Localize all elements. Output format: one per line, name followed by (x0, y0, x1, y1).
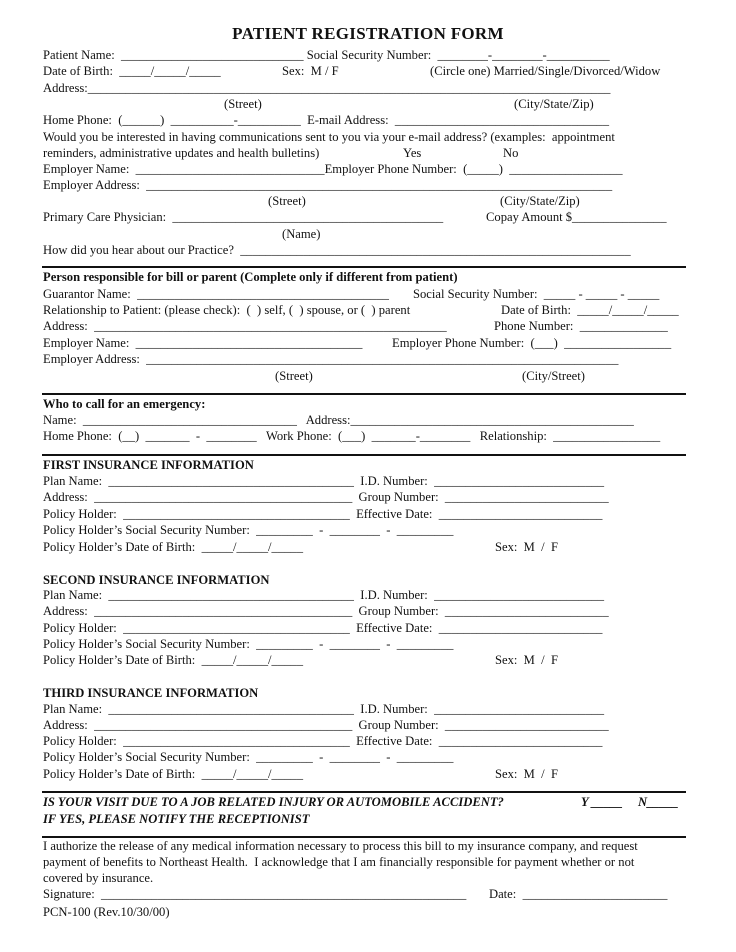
signature-line[interactable]: Signature: __________________________________________________________ (43, 887, 467, 901)
second-address-line[interactable]: Address: _________________________________________ Group Number: __________________________ (43, 604, 609, 618)
patient-phone-email-line[interactable]: Home Phone: (______) __________-__________ E-mail Address: __________________________________ (43, 113, 609, 127)
guarantor-employer-address-line[interactable]: Employer Address: ___________________________________________________________________________ (43, 352, 619, 366)
accident-note: IF YES, PLEASE NOTIFY THE RECEPTIONIST (43, 812, 310, 826)
form-id-footer: PCN-100 (Rev.10/30/00) (43, 905, 170, 919)
guarantor-name-line[interactable]: Guarantor Name: ________________________________________ (43, 287, 389, 301)
second-policy-holder-line[interactable]: Policy Holder: ____________________________________ Effective Date: __________________________ (43, 621, 603, 635)
first-holder-sex-line[interactable]: Sex: M / F (495, 540, 558, 554)
third-address-line[interactable]: Address: _________________________________________ Group Number: __________________________ (43, 718, 609, 732)
patient-name-ssn-line[interactable]: Patient Name: _____________________________ Social Security Number: ________-________-__________ (43, 48, 610, 62)
emergency-phones-line[interactable]: Home Phone: (__) _______ - ________ Work Phone: (___) _______-________ Relationship: _________________ (43, 429, 661, 443)
guarantor-address-line[interactable]: Address: ________________________________________________________ (43, 319, 447, 333)
patient-marital-status-line[interactable]: (Circle one) Married/Single/Divorced/Widow (430, 64, 661, 78)
patient-sex-line[interactable]: Sex: M / F (282, 64, 339, 78)
physician-name-caption: (Name) (282, 227, 321, 241)
authorization-text-1: I authorize the release of any medical information necessary to process this bill to my insurance company, and request (43, 839, 638, 853)
referral-source-line[interactable]: How did you hear about our Practice? ______________________________________________________________ (43, 243, 631, 257)
email-consent-no[interactable]: No (503, 146, 519, 160)
guarantor-ssn-line[interactable]: Social Security Number: _____ - _____ - _____ (413, 287, 660, 301)
third-holder-dob-line[interactable]: Policy Holder’s Date of Birth: _____/_____/_____ (43, 767, 304, 781)
guarantor-relationship-line[interactable]: Relationship to Patient: (please check): ( ) self, ( ) spouse, or ( ) parent (43, 303, 411, 317)
guarantor-employer-line[interactable]: Employer Name: ____________________________________ (43, 336, 363, 350)
section-divider (42, 393, 686, 395)
third-plan-name-line[interactable]: Plan Name: _______________________________________ I.D. Number: ___________________________ (43, 702, 605, 716)
primary-care-physician-line[interactable]: Primary Care Physician: ___________________________________________ (43, 210, 444, 224)
first-holder-ssn-line[interactable]: Policy Holder’s Social Security Number: _________ - ________ - _________ (43, 523, 454, 537)
section-divider (42, 791, 686, 793)
patient-address-line[interactable]: Address:___________________________________________________________________________________ (43, 81, 611, 95)
form-title: PATIENT REGISTRATION FORM (232, 24, 504, 43)
third-insurance-heading: THIRD INSURANCE INFORMATION (43, 686, 259, 700)
patient-city-caption: (City/State/Zip) (514, 97, 594, 111)
accident-yes-field[interactable]: Y _____ (581, 795, 623, 809)
first-plan-name-line[interactable]: Plan Name: _______________________________________ I.D. Number: ___________________________ (43, 474, 605, 488)
second-plan-name-line[interactable]: Plan Name: _______________________________________ I.D. Number: ___________________________ (43, 588, 605, 602)
first-insurance-heading: FIRST INSURANCE INFORMATION (43, 458, 254, 472)
third-holder-ssn-line[interactable]: Policy Holder’s Social Security Number: _________ - ________ - _________ (43, 750, 454, 764)
employer-street-caption: (Street) (268, 194, 306, 208)
employer-city-caption: (City/State/Zip) (500, 194, 580, 208)
emergency-heading: Who to call for an emergency: (43, 397, 206, 411)
accident-question: IS YOUR VISIT DUE TO A JOB RELATED INJURY OR AUTOMOBILE ACCIDENT? (43, 795, 504, 809)
copay-amount-line[interactable]: Copay Amount $_______________ (486, 210, 667, 224)
first-holder-dob-line[interactable]: Policy Holder’s Date of Birth: _____/_____/_____ (43, 540, 304, 554)
email-consent-question: Would you be interested in having communications sent to you via your e-mail address? (examples: appointment (43, 130, 615, 144)
first-address-line[interactable]: Address: _________________________________________ Group Number: __________________________ (43, 490, 609, 504)
third-holder-sex-line[interactable]: Sex: M / F (495, 767, 558, 781)
guarantor-heading: Person responsible for bill or parent (Complete only if different from patient) (43, 270, 458, 284)
section-divider (42, 454, 686, 456)
third-policy-holder-line[interactable]: Policy Holder: ____________________________________ Effective Date: __________________________ (43, 734, 603, 748)
guarantor-street-caption: (Street) (275, 369, 313, 383)
second-holder-dob-line[interactable]: Policy Holder’s Date of Birth: _____/_____/_____ (43, 653, 304, 667)
authorization-text-3: covered by insurance. (43, 871, 154, 885)
signature-date-line[interactable]: Date: _______________________ (489, 887, 668, 901)
first-policy-holder-line[interactable]: Policy Holder: ____________________________________ Effective Date: __________________________ (43, 507, 603, 521)
emergency-name-address-line[interactable]: Name: __________________________________ Address:_____________________________________________ (43, 413, 634, 427)
guarantor-city-caption: (City/Street) (522, 369, 585, 383)
guarantor-employer-phone-line[interactable]: Employer Phone Number: (___) _________________ (392, 336, 672, 350)
patient-street-caption: (Street) (224, 97, 262, 111)
email-consent-yes[interactable]: Yes (403, 146, 422, 160)
accident-no-field[interactable]: N_____ (638, 795, 679, 809)
second-insurance-heading: SECOND INSURANCE INFORMATION (43, 573, 270, 587)
patient-employer-address-line[interactable]: Employer Address: __________________________________________________________________________ (43, 178, 613, 192)
patient-dob-line[interactable]: Date of Birth: _____/_____/_____ (43, 64, 221, 78)
second-holder-sex-line[interactable]: Sex: M / F (495, 653, 558, 667)
section-divider (42, 266, 686, 268)
patient-employer-line[interactable]: Employer Name: ______________________________Employer Phone Number: (_____) __________________ (43, 162, 623, 176)
guarantor-phone-line[interactable]: Phone Number: ______________ (494, 319, 668, 333)
email-consent-question-cont: reminders, administrative updates and health bulletins) (43, 146, 320, 160)
second-holder-ssn-line[interactable]: Policy Holder’s Social Security Number: _________ - ________ - _________ (43, 637, 454, 651)
authorization-text-2: payment of benefits to Northeast Health. I acknowledge that I am financially responsible for payment whether or not (43, 855, 635, 869)
section-divider (42, 836, 686, 838)
guarantor-dob-line[interactable]: Date of Birth: _____/_____/_____ (501, 303, 679, 317)
